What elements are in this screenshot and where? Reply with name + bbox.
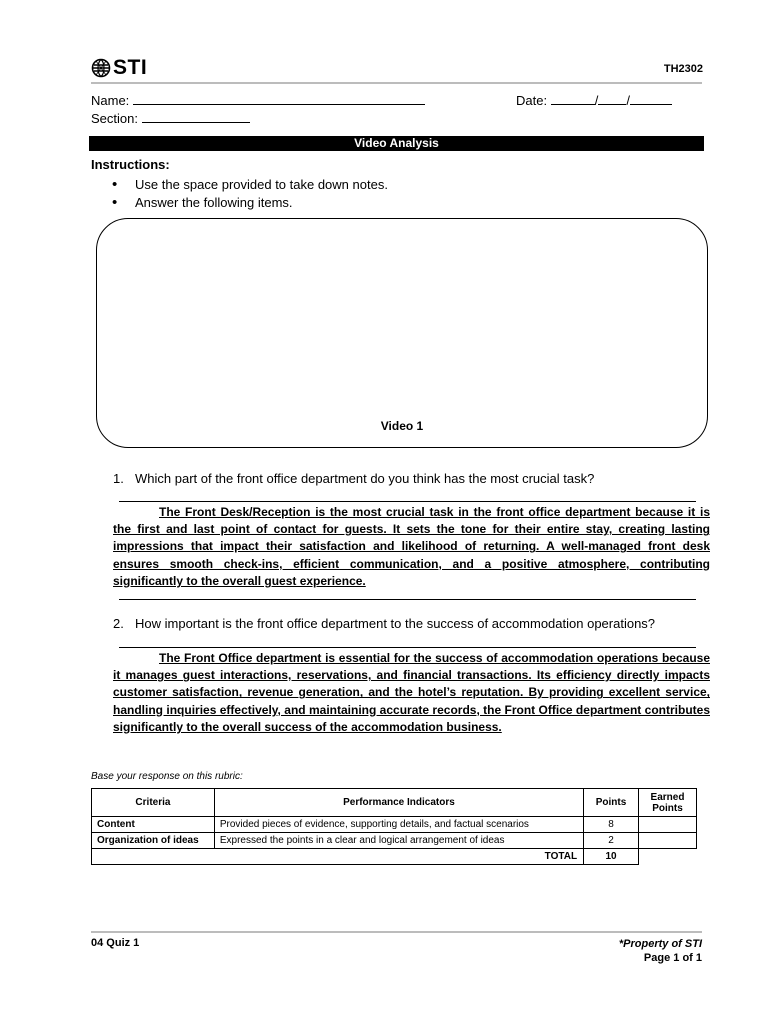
table-row <box>92 817 697 833</box>
total-label: TOTAL <box>92 849 584 865</box>
section-label: Section: <box>91 111 138 126</box>
date-label: Date: <box>516 93 548 108</box>
answer-bottom-rule <box>119 599 696 600</box>
instructions-list <box>112 176 388 212</box>
total-points: 10 <box>584 849 639 865</box>
section-field <box>91 110 250 126</box>
logo-text: STI <box>113 56 148 79</box>
question-number: 2. <box>113 616 124 631</box>
earned-points-header <box>639 789 697 817</box>
earned-header-line2: Points <box>652 802 683 814</box>
name-field <box>91 92 425 108</box>
answer-2[interactable]: The Front Office department is essential for the success of accommodation operations because it manages guest interactions, reservations, and financial transactions. Its efficiency directly impacts customer satisfaction, revenue generation, and the hotel’s reputation. By providing excellent service, handling inquiries effectively, and maintaining accurate records, the Front Office department contributes significantly to the overall success of the accommodation business. <box>113 651 710 734</box>
criteria-header: Criteria <box>92 789 215 817</box>
date-year-line[interactable] <box>630 92 672 105</box>
instructions-title: Instructions: <box>91 157 170 172</box>
points-header: Points <box>584 789 639 817</box>
criteria-cell: Content <box>92 817 215 833</box>
document-code: TH2302 <box>663 63 703 75</box>
table-total-row <box>92 849 697 865</box>
answer-top-rule <box>119 501 696 502</box>
list-item: • Answer the following items. <box>112 194 388 212</box>
indicator-cell: Expressed the points in a clear and logical arrangement of ideas <box>214 833 583 849</box>
points-cell: 2 <box>584 833 639 849</box>
name-line[interactable] <box>133 92 425 105</box>
header-divider <box>91 82 702 84</box>
video-label: Video 1 <box>380 419 424 433</box>
date-day-line[interactable] <box>598 92 626 105</box>
date-month-line[interactable] <box>551 92 595 105</box>
name-label: Name: <box>91 93 130 108</box>
question-text: How important is the front office department to the success of accommodation operations? <box>135 616 656 631</box>
earned-cell[interactable] <box>639 833 697 849</box>
sti-globe-icon <box>91 58 111 78</box>
question-text: Which part of the front office department do you think has the most crucial task? <box>135 471 595 486</box>
property-note: *Property of STI <box>618 938 702 950</box>
indicators-header: Performance Indicators <box>214 789 583 817</box>
section-line[interactable] <box>142 110 250 123</box>
indicator-cell: Provided pieces of evidence, supporting details, and factual scenarios <box>214 817 583 833</box>
answer-1[interactable]: The Front Desk/Reception is the most crucial task in the front office department because it is the first and last point of contact for guests. It sets the tone for their entire stay, creating lasting impressions that impact their satisfaction and likelihood of returning. A well-managed front desk ensures smooth check-ins, efficient communication, and a positive atmosphere, contributing significantly to the overall guest experience. <box>113 505 710 588</box>
total-earned-cell <box>639 849 697 865</box>
footer-right <box>619 937 702 965</box>
footer-quiz-label: 04 Quiz 1 <box>91 937 140 949</box>
points-cell: 8 <box>584 817 639 833</box>
question-number: 1. <box>113 471 124 486</box>
earned-cell[interactable] <box>639 817 697 833</box>
list-item: • Use the space provided to take down notes. <box>112 176 388 194</box>
page-number: Page 1 of 1 <box>643 952 702 964</box>
date-field <box>516 92 672 108</box>
date-separator: / <box>626 93 630 108</box>
answer-top-rule <box>119 647 696 648</box>
rubric-table <box>91 788 697 865</box>
criteria-cell: Organization of ideas <box>92 833 215 849</box>
question-1 <box>113 471 594 486</box>
sti-logo <box>91 56 147 80</box>
table-row <box>92 833 697 849</box>
question-2 <box>113 616 655 631</box>
title-bar: Video Analysis <box>89 136 704 151</box>
video-box[interactable] <box>96 218 708 448</box>
earned-header-line1: Earned <box>650 791 685 803</box>
table-header-row <box>92 789 697 817</box>
rubric-note: Base your response on this rubric: <box>91 771 243 782</box>
footer-divider <box>91 931 702 933</box>
date-separator: / <box>594 93 599 108</box>
